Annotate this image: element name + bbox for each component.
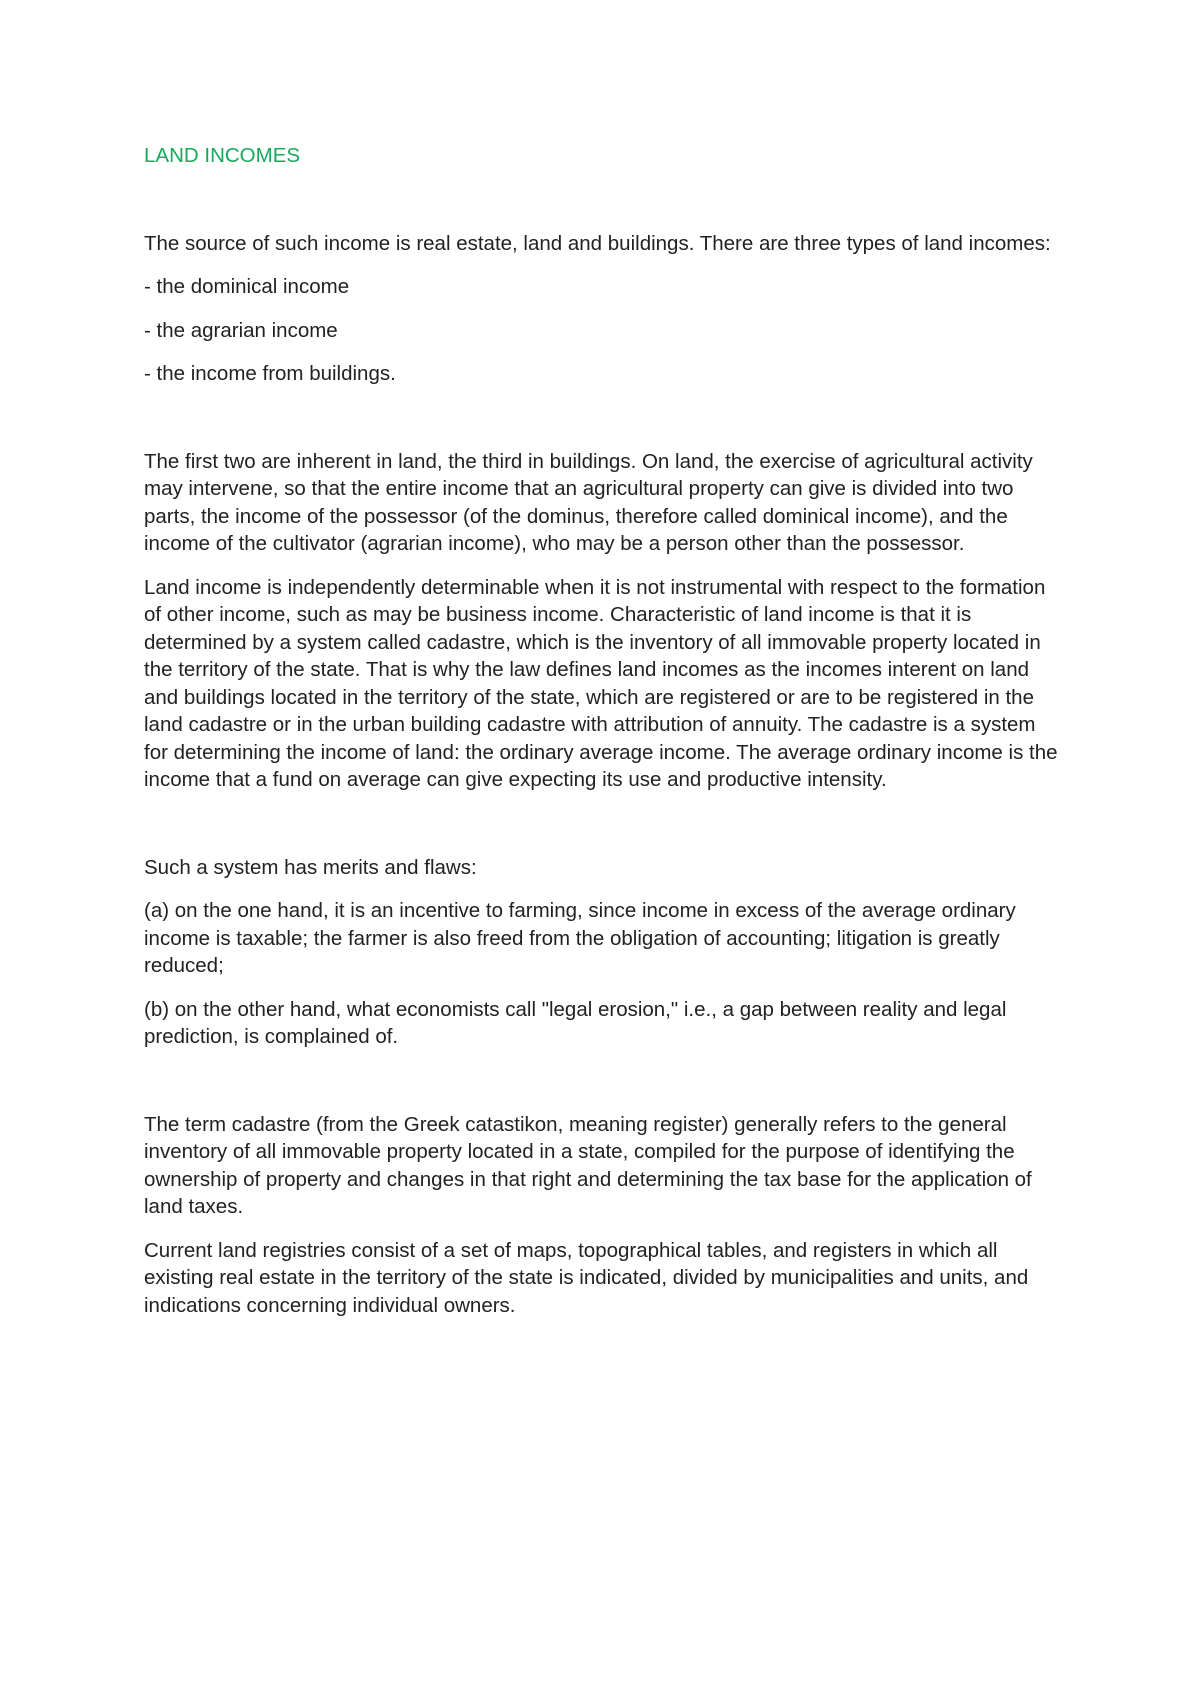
list-item-agrarian: - the agrarian income [144, 318, 338, 342]
paragraph-inherent: The first two are inherent in land, the third in buildings. On land, the exercise of agricultural activity may intervene, so that the entire income that an agricultural property can give is divided into two parts, the income of the possessor (of the dominus, therefore called dominical income), and the income of the cultivator (agrarian income), who may be a person other than the possessor. [144, 449, 1033, 555]
paragraph-determinable: Land income is independently determinable when it is not instrumental with respect to the formation of other income, such as may be business income. Characteristic of land income is that it is determined by a system called cadastre, which is the inventory of all immovable property located in the territory of the state. That is why the law defines land incomes as the incomes interent on land and buildings located in the territory of the state, which are registered or are to be registered in the land cadastre or in the urban building cadastre with attribution of annuity. The cadastre is a system for determining the income of land: the ordinary average income. The average ordinary income is the income that a fund on average can give expecting its use and productive intensity. [144, 575, 1058, 791]
point-a: (a) on the one hand, it is an incentive to farming, since income in excess of the average ordinary income is taxable; the farmer is also freed from the obligation of accounting; litigation is greatly reduced; [144, 899, 1016, 977]
document-body [144, 142, 1064, 1319]
document-title: LAND INCOMES [144, 144, 301, 167]
paragraph-merits: Such a system has merits and flaws: [144, 855, 477, 879]
intro-paragraph: The source of such income is real estate, land and buildings. There are three types of land incomes: [144, 231, 1051, 255]
list-item-buildings: - the income from buildings. [144, 362, 396, 385]
point-b: (b) on the other hand, what economists call "legal erosion," i.e., a gap between reality and legal prediction, is complained of. [144, 997, 1007, 1048]
paragraph-registries: Current land registries consist of a set of maps, topographical tables, and registers in which all existing real estate in the territory of the state is indicated, divided by municipalities and units, and indications concerning individual owners. [144, 1238, 1029, 1317]
paragraph-cadastre-term: The term cadastre (from the Greek catastikon, meaning register) generally refers to the general inventory of all immovable property located in a state, compiled for the purpose of identifying the ownership of property and changes in that right and determining the tax base for the application of land taxes. [144, 1112, 1032, 1218]
list-item-dominical: - the dominical income [144, 275, 350, 298]
